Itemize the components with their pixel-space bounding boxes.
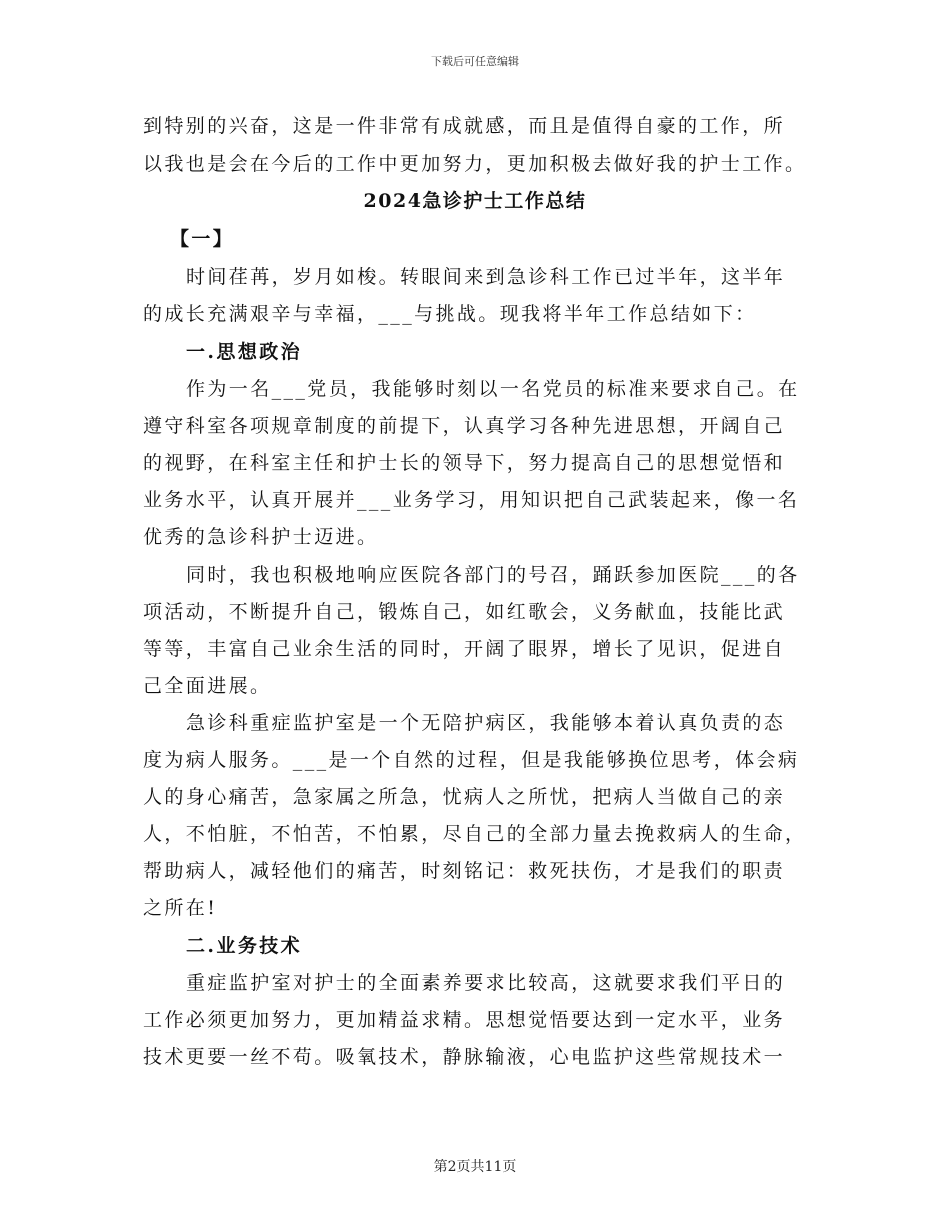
text-line: 以我也是会在今后的工作中更加努力，更加积极去做好我的护士工作。 — [143, 153, 807, 175]
text-line: 重症监护室对护士的全面素养要求比较高，这就要求我们平日的 — [186, 972, 786, 994]
text-line: 人，不怕脏，不怕苦，不怕累，尽自己的全部力量去挽救病人的生命， — [143, 823, 807, 845]
section-heading: 二.业务技术 — [186, 935, 303, 957]
text-line: 项活动，不断提升自己，锻炼自己，如红歌会，义务献血，技能比武 — [143, 601, 786, 623]
part-label: 【一】 — [170, 228, 235, 250]
text-line: 等等，丰富自己业余生活的同时，开阔了眼界，增长了见识，促进自 — [143, 638, 786, 660]
text-line: 急诊科重症监护室是一个无陪护病区，我能够本着认真负责的态 — [186, 712, 786, 734]
text-line: 己全面进展。 — [143, 675, 272, 697]
text-line: 业务水平，认真开展并___业务学习，用知识把自己武装起来，像一名 — [143, 489, 800, 511]
text-line: 度为病人服务。___是一个自然的过程，但是我能够换位思考，体会病 — [143, 749, 800, 771]
text-line: 工作必须更加努力，更加精益求精。思想觉悟要达到一定水平，业务 — [143, 1009, 786, 1031]
section-heading: 一.思想政治 — [186, 341, 303, 363]
text-line: 遵守科室各项规章制度的前提下，认真学习各种先进思想，开阔自己 — [143, 415, 786, 437]
text-line: 帮助病人，减轻他们的痛苦，时刻铭记：救死扶伤，才是我们的职责 — [143, 860, 786, 882]
text-line: 之所在! — [143, 897, 218, 919]
page-number: 第2页共11页 — [433, 1159, 517, 1175]
header-note: 下载后可任意编辑 — [431, 55, 519, 68]
text-line: 时间荏苒，岁月如梭。转眼间来到急诊科工作已过半年，这半年 — [186, 266, 786, 288]
text-line: 的视野，在科室主任和护士长的领导下，努力提高自己的思想觉悟和 — [143, 452, 786, 474]
text-line: 优秀的急诊科护士迈进。 — [143, 526, 379, 548]
text-line: 技术更要一丝不苟。吸氧技术，静脉输液，心电监护这些常规技术一 — [143, 1046, 786, 1068]
document-title: 2024急诊护士工作总结 — [363, 190, 587, 212]
text-line: 的成长充满艰辛与幸福，___与挑战。现我将半年工作总结如下： — [143, 303, 757, 325]
text-line: 同时，我也积极地响应医院各部门的号召，踊跃参加医院___的各 — [186, 564, 800, 586]
text-line: 到特别的兴奋，这是一件非常有成就感，而且是值得自豪的工作，所 — [143, 115, 786, 137]
text-line: 人的身心痛苦，急家属之所急，忧病人之所忧，把病人当做自己的亲 — [143, 786, 786, 808]
text-line: 作为一名___党员，我能够时刻以一名党员的标准来要求自己。在 — [186, 378, 800, 400]
